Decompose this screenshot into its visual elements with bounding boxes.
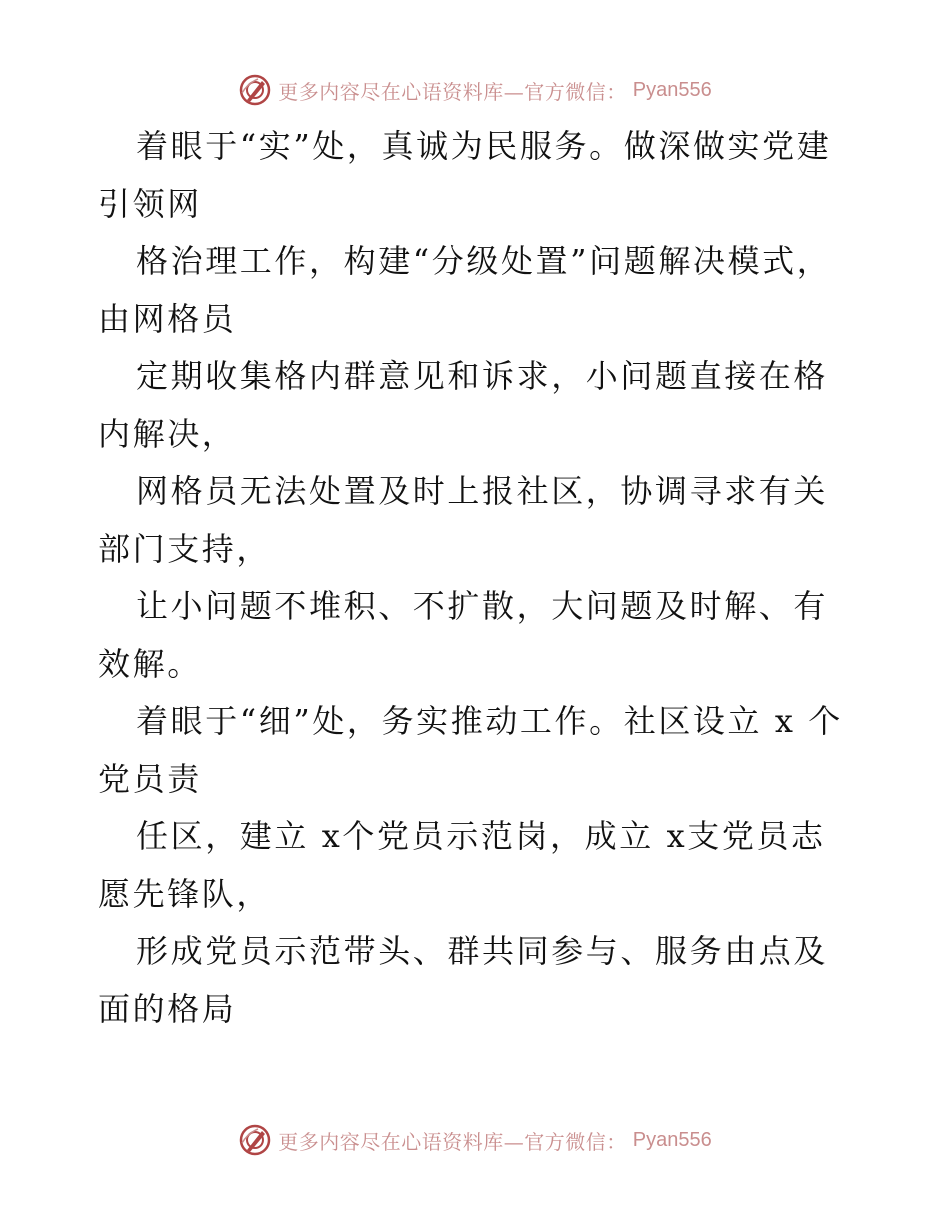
document-body xyxy=(98,118,858,1038)
footer-watermark xyxy=(0,1120,950,1160)
paragraph: 网格员无法处置及时上报社区，协调寻求有关部门支持， xyxy=(98,472,829,568)
paragraph: 让小问题不堆积、不扩散，大问题及时解、有效解。 xyxy=(98,587,829,683)
paragraph: 任区，建立 x个党员示范岗，成立 x支党员志愿先锋队， xyxy=(98,817,826,913)
paragraph: 形成党员示范带头、群共同参与、服务由点及面的格局 xyxy=(98,932,829,1028)
watermark-handle: Pyan556 xyxy=(632,78,712,101)
watermark-handle: Pyan556 xyxy=(632,1128,712,1151)
watermark-text: 更多内容尽在心语资料库—官方微信： xyxy=(278,1129,627,1154)
watermark-text: 更多内容尽在心语资料库—官方微信： xyxy=(278,79,627,104)
logo-icon xyxy=(238,1123,272,1157)
paragraph: 格治理工作，构建“分级处置”问题解决模式，由网格员 xyxy=(98,242,832,338)
logo-icon xyxy=(238,73,272,107)
paragraph: 定期收集格内群意见和诉求，小问题直接在格内解决， xyxy=(98,357,829,453)
paragraph: 着眼于“实”处，真诚为民服务。做深做实党建引领网 xyxy=(98,127,832,223)
paragraph: 着眼于“细”处，务实推动工作。社区设立 x 个党员责 xyxy=(98,702,843,798)
header-watermark xyxy=(0,70,950,110)
